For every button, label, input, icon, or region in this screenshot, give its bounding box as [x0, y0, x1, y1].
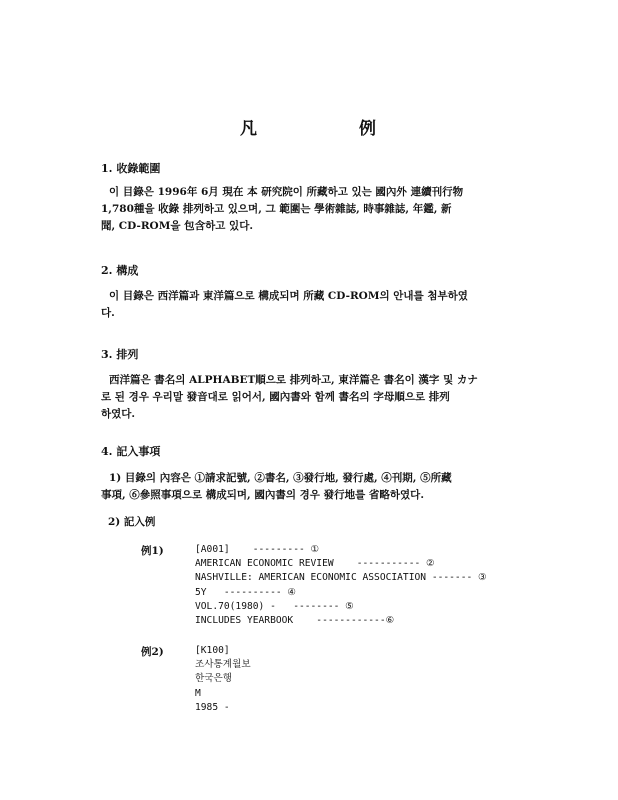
- example-line: [K100]: [195, 645, 230, 656]
- page-title: [0, 114, 618, 139]
- example-line: 조사통계월보: [195, 659, 251, 671]
- section-4-body: [101, 470, 531, 504]
- section-4-line-2: 事項, ⑥參照事項으로 構成되며, 國內書의 경우 發行地를 省略하였다.: [101, 489, 424, 501]
- example-1-record: [195, 543, 487, 628]
- example-line: [A001] --------- ①: [195, 544, 320, 555]
- example-2-label: 例2): [141, 646, 164, 658]
- example-line: 5Y ---------- ④: [195, 586, 297, 598]
- section-3-heading: 3. 排列: [101, 348, 139, 361]
- section-3-body: [101, 372, 531, 423]
- section-3-line-3: 하였다.: [101, 408, 136, 420]
- section-2-line-2: 다.: [101, 307, 115, 319]
- sub-heading-entry-example: 2) 記入例: [108, 516, 156, 528]
- section-4-heading: 4. 記入事項: [101, 445, 161, 458]
- example-1-label: 例1): [141, 545, 164, 557]
- example-line: M: [195, 687, 201, 699]
- section-1-line-1: 이 目錄은 1996年 6月 現在 本 研究院이 所藏하고 있는 國內外 連續刊行物: [109, 186, 464, 198]
- section-1-line-3: 聞, CD-ROM을 包含하고 있다.: [101, 220, 254, 232]
- section-2-heading: 2. 構成: [101, 264, 139, 277]
- example-line: VOL.70(1980) - -------- ⑤: [195, 600, 354, 612]
- section-2-body: [101, 288, 531, 322]
- section-4-line-1: 1) 目錄의 內容은 ①請求記號, ②書名, ③發行地, 發行處, ④刊期, ⑤所藏: [109, 472, 452, 484]
- section-1-line-2: 1,780種을 收錄 排列하고 있으며, 그 範圍는 學術雜誌, 時事雜誌, 年鑑, 新: [101, 203, 452, 215]
- section-1-heading: 1. 收錄範圍: [101, 162, 161, 175]
- section-3-line-2: 로 된 경우 우리말 發音대로 읽어서, 國內書와 함께 書名의 字母順으로 排列: [101, 391, 450, 403]
- section-1-body: [101, 184, 531, 235]
- section-3-line-1: 西洋篇은 書名의 ALPHABET順으로 排列하고, 東洋篇은 書名이 漢字 및 カナ: [109, 374, 478, 386]
- title-char-right: 例: [359, 119, 378, 139]
- section-2-line-1: 이 目錄은 西洋篇과 東洋篇으로 構成되며 所藏 CD-ROM의 안내를 첨부하였: [109, 290, 468, 302]
- example-line: INCLUDES YEARBOOK ------------⑥: [195, 615, 395, 627]
- example-line: AMERICAN ECONOMIC REVIEW ----------- ②: [195, 558, 435, 570]
- example-line: 한국은행: [195, 673, 233, 685]
- title-char-left: 凡: [240, 119, 259, 139]
- example-2-record: [195, 644, 251, 715]
- example-line: NASHVILLE: AMERICAN ECONOMIC ASSOCIATION ------- ③: [195, 572, 487, 584]
- example-line: 1985 -: [195, 701, 230, 713]
